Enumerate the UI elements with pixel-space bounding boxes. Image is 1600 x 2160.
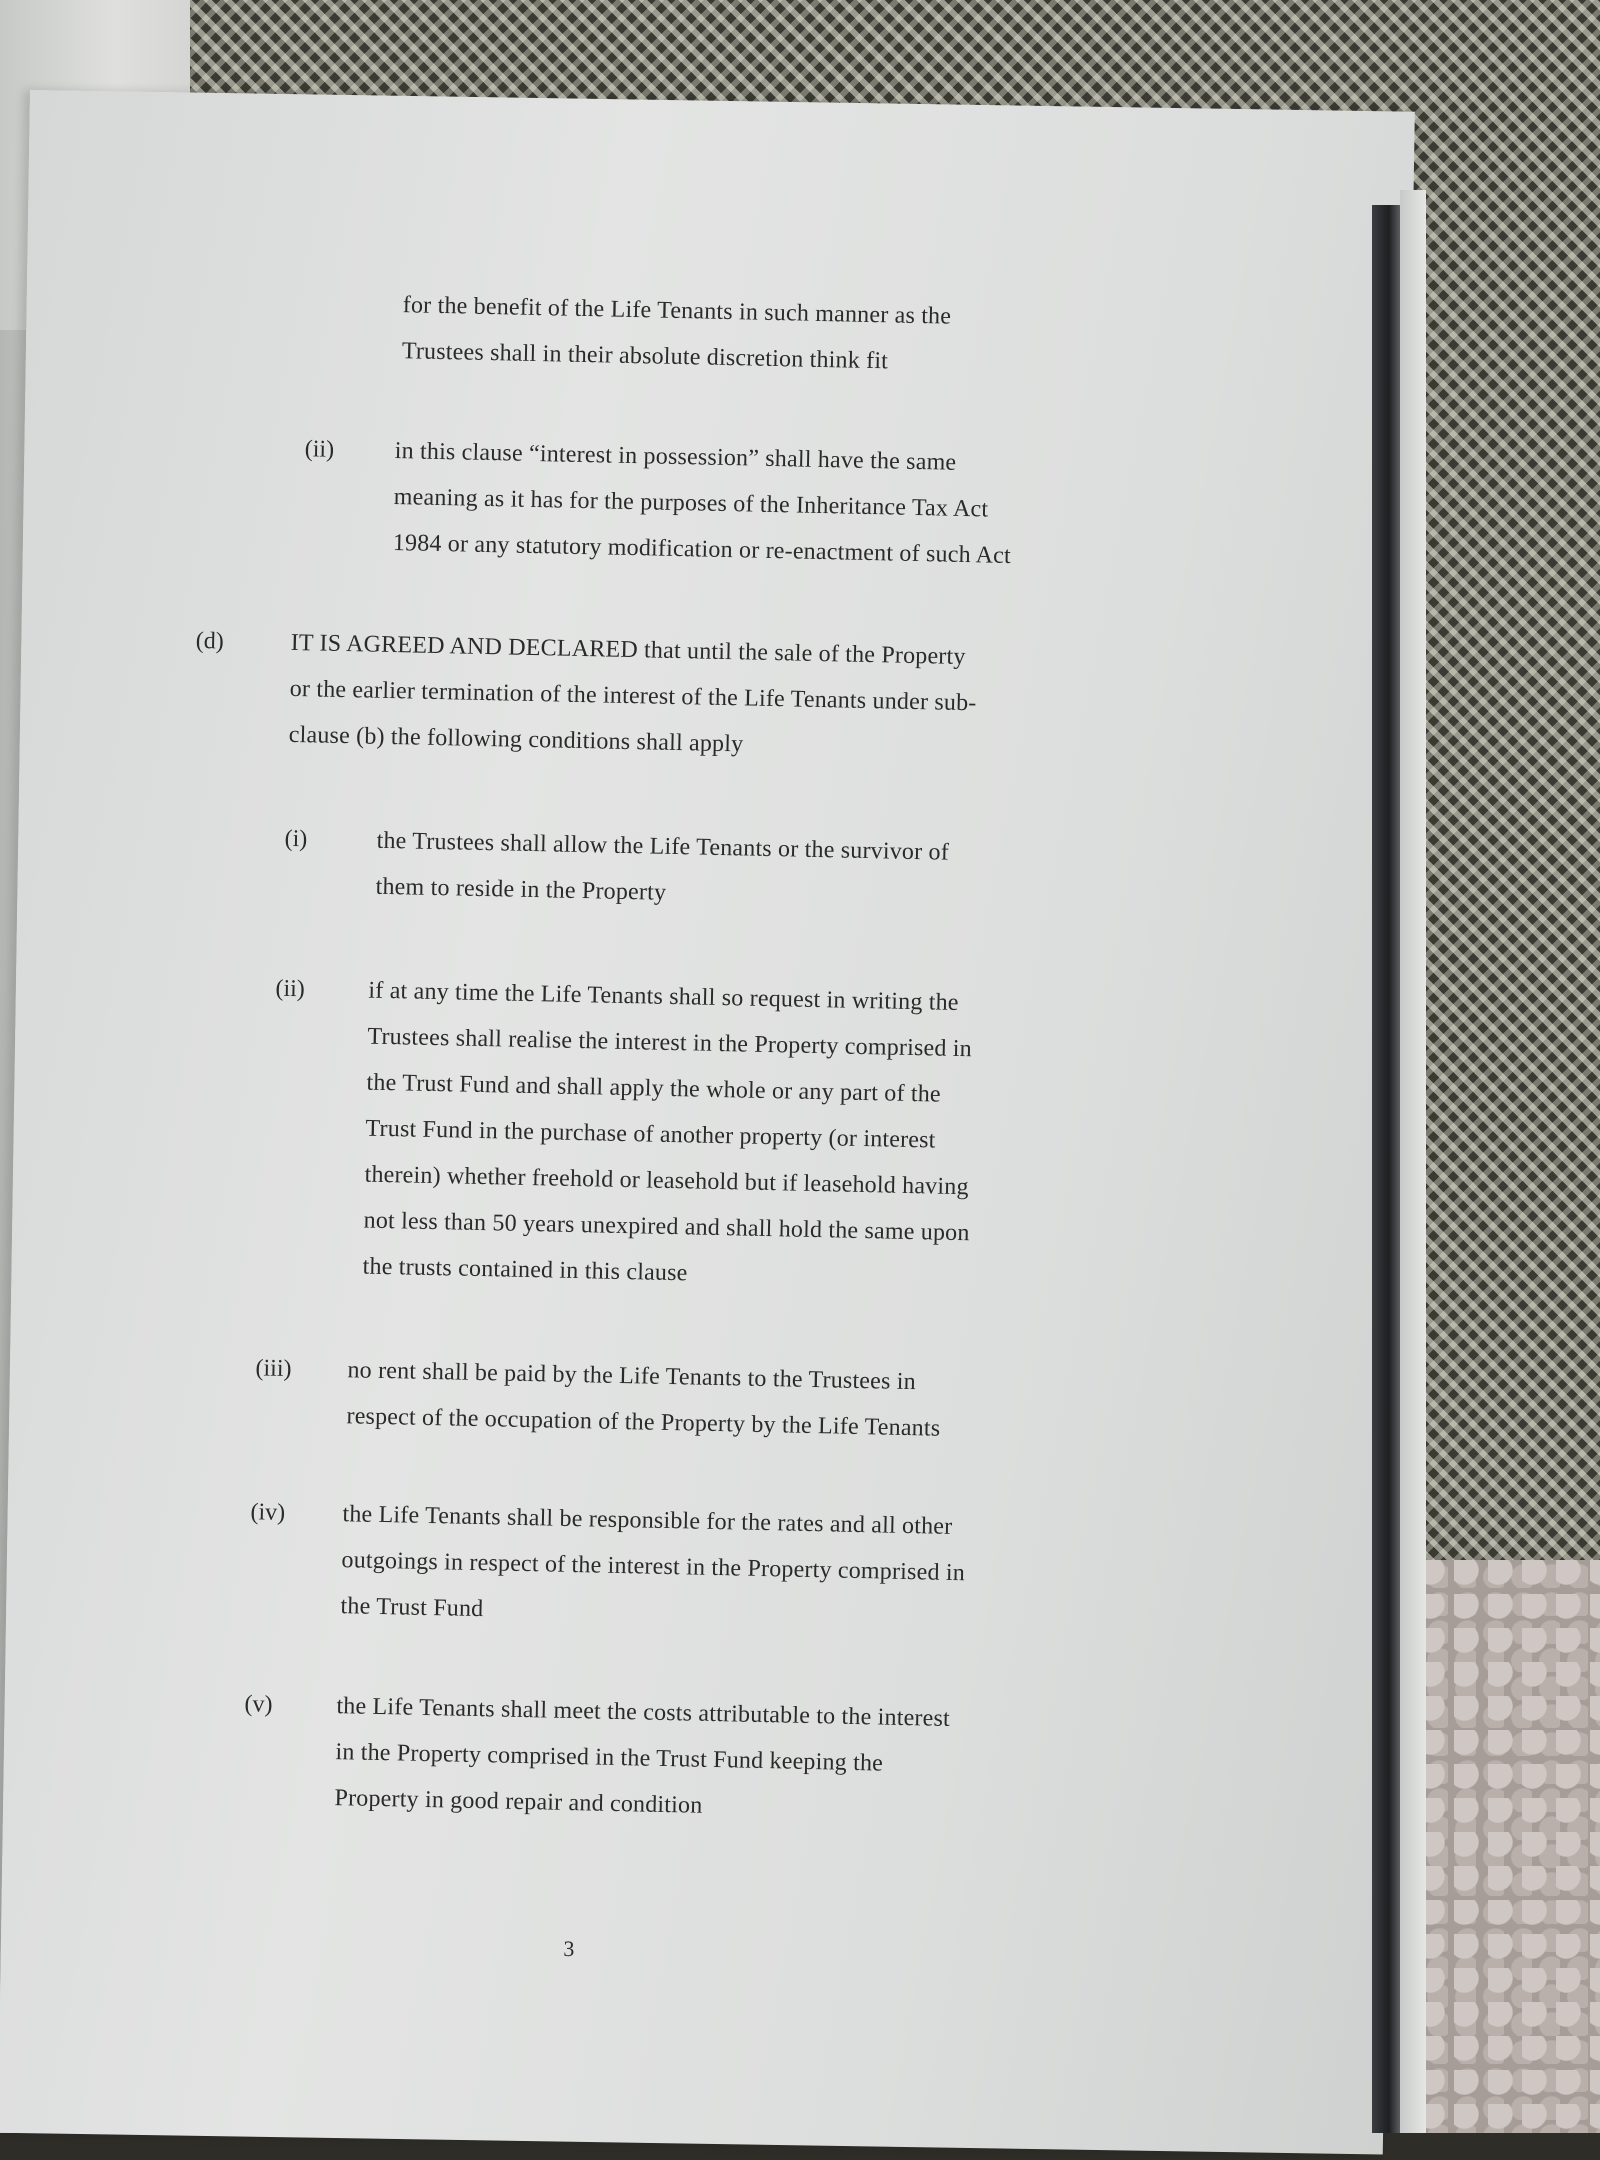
text-line: clause (b) the following conditions shall apply <box>288 721 744 758</box>
text-line: meaning as it has for the purposes of the Inheritance Tax Act <box>393 484 989 523</box>
clause-label: (iii) <box>255 1355 292 1383</box>
text-line: in the Property comprised in the Trust Fund keeping the <box>335 1739 884 1777</box>
clause-label: (i) <box>284 825 308 853</box>
text-line: the trusts contained in this clause <box>362 1253 688 1287</box>
text-line: Trust Fund in the purchase of another property (or interest <box>365 1115 936 1154</box>
clause-label: (v) <box>244 1691 273 1718</box>
text-line: them to reside in the Property <box>375 873 667 906</box>
text-line: therein) whether freehold or leasehold but if leasehold having <box>364 1161 969 1201</box>
text-line: IT IS AGREED AND DECLARED that until the sale of the Property <box>290 629 966 671</box>
text-line: outgoings in respect of the interest in the Property comprised in <box>341 1547 966 1587</box>
clause-label: (ii) <box>304 436 335 463</box>
text-line: the Trust Fund <box>340 1593 484 1623</box>
text-line: 1984 or any statutory modification or re-enactment of such Act <box>392 530 1012 569</box>
text-line: the Trustees shall allow the Life Tenants or the survivor of <box>376 827 950 866</box>
clause-label: (ii) <box>275 975 306 1003</box>
text-line: for the benefit of the Life Tenants in such manner as the <box>402 292 952 330</box>
clause-label: (iv) <box>250 1499 286 1526</box>
text-line: Trustees shall realise the interest in the Property comprised in <box>367 1023 973 1063</box>
text-line: if at any time the Life Tenants shall so request in writing the <box>368 977 959 1016</box>
text-line: the Life Tenants shall meet the costs attributable to the interest <box>336 1693 951 1732</box>
clause-label: (d) <box>195 627 224 655</box>
text-line: in this clause “interest in possession” shall have the same <box>394 438 957 476</box>
text-line: Property in good repair and condition <box>334 1785 703 1819</box>
text-line: Trustees shall in their absolute discretion think fit <box>401 338 889 375</box>
text-line: the Trust Fund and shall apply the whole or any part of the <box>366 1069 942 1108</box>
text-line: respect of the occupation of the Property by the Life Tenants <box>346 1403 941 1442</box>
text-line: or the earlier termination of the interest of the Life Tenants under sub- <box>289 675 977 717</box>
text-line: not less than 50 years unexpired and shall hold the same upon <box>363 1207 970 1247</box>
text-line: the Life Tenants shall be responsible for the rates and all other <box>342 1501 953 1540</box>
text-line: no rent shall be paid by the Life Tenants to the Trustees in <box>347 1357 917 1396</box>
page-number: 3 <box>563 1935 575 1962</box>
